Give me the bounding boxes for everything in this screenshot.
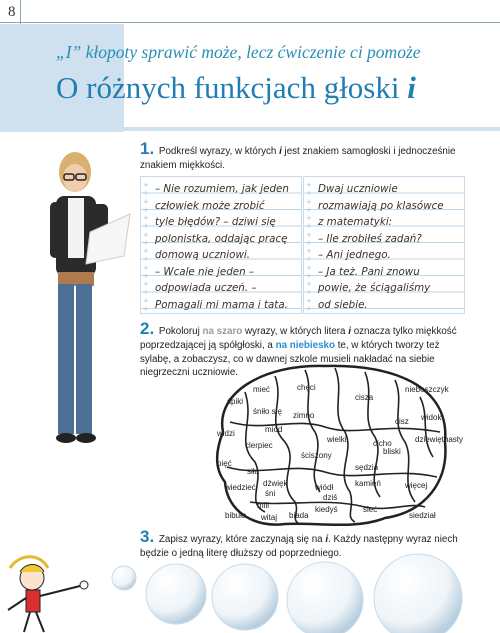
brain-word: clerpiec	[245, 441, 273, 450]
notebook-line: rozmawiają po klasówce	[318, 199, 444, 212]
brain-word: miód	[265, 425, 283, 434]
exercise-2-text: wyrazy, w których litera	[242, 326, 349, 337]
bubble[interactable]	[212, 564, 278, 630]
brain-word: sędzia	[355, 463, 379, 472]
exercise-2-text: oznacza tylko miękkość poprzedzającej ją spółgłoski, a	[140, 326, 457, 351]
exercise-3-text: . Każdy następny wyraz niech będzie o jedną literę dłuższy od poprzedniego.	[140, 534, 458, 559]
brain-word: śni	[265, 489, 276, 498]
notebook-line: od siebie.	[318, 298, 368, 311]
title-letter: i	[407, 70, 416, 105]
exercise-3-letter: i	[325, 534, 329, 545]
girl-illustration	[0, 548, 100, 633]
notebook-right	[303, 176, 465, 314]
notebook-line: domową uczniowi.	[155, 249, 251, 261]
brain-word: kamień	[355, 479, 381, 488]
notebook-line: Pomagali mi mama i tata.	[155, 298, 288, 311]
blue-color-word: na niebiesko	[275, 339, 335, 351]
notebook-line: – Wcale nie jeden –	[155, 265, 255, 278]
gray-color-word: na szaro	[202, 326, 243, 337]
exercise-1-letter: i	[279, 146, 282, 157]
notebook-line: – Ani jednego.	[318, 249, 391, 261]
brain-word: śniło się	[253, 407, 282, 416]
brain-word: wiódł	[315, 483, 334, 492]
brain-word: widzi	[217, 429, 235, 438]
brain-word: kiedyś	[315, 505, 338, 514]
chapter-subtitle: „I” kłopoty sprawić może, lecz ćwiczenie ci pomoże	[56, 42, 421, 62]
bubble[interactable]	[146, 564, 206, 624]
notebook-line: – Nie rozumiem, jak jeden	[155, 183, 289, 195]
notebook-line: z matematyki:	[318, 216, 393, 228]
brain-word: siła	[247, 467, 260, 476]
answer-bubbles[interactable]	[100, 542, 500, 633]
exercise-3-number: 3.	[140, 527, 155, 546]
brain-word: mieć	[253, 385, 270, 394]
brain-word: cicho	[373, 439, 392, 448]
header-rule	[0, 22, 500, 23]
notebook-left	[140, 176, 302, 314]
exercise-1-instruction	[140, 139, 466, 173]
bubble[interactable]	[287, 562, 363, 633]
exercise-2-letter: i	[348, 326, 351, 337]
exercise-2-text: Pokoloruj	[158, 326, 203, 337]
notebook-line: tyle błędów? – dziwi się	[155, 216, 276, 228]
notebook-line: powie, że ściągaliśmy	[318, 282, 431, 294]
chapter-title	[56, 70, 416, 106]
brain-word: cisz	[395, 417, 409, 426]
notebook-margin-marks: + + + + + + + + + + + + + + + +	[143, 181, 149, 313]
brain-word: śpiki	[227, 397, 244, 406]
exercise-2-text: te, w których tworzy też sylabę, a zobaczysz, co w dawnej szkole musieli nakładać na siebie niegrzeczni uczniowie.	[140, 339, 440, 379]
brain-word: witaj	[261, 513, 278, 522]
brain-word: zimno	[293, 411, 315, 420]
notebook-line: – Ile zrobiłeś zadań?	[318, 232, 422, 245]
brain-word: cisza	[355, 393, 374, 402]
brain-word: ściszony	[301, 451, 332, 460]
title-text: O różnych funkcjach głoski	[56, 70, 408, 105]
brain-word: siedział	[409, 511, 436, 520]
brain-word: dźwięk	[263, 479, 288, 488]
brain-word: mili	[257, 501, 269, 510]
notebook-line: – Ja też. Pani znowu	[318, 265, 420, 278]
coloring-puzzle[interactable]	[205, 362, 464, 532]
bubble[interactable]	[112, 566, 136, 590]
notebook-line: człowiek może zrobić	[155, 199, 265, 212]
exercise-1-number: 1.	[140, 139, 155, 158]
brain-word: widok	[421, 413, 442, 422]
notebook-left-text	[141, 177, 301, 313]
exercise-2-number: 2.	[140, 319, 155, 338]
page-number: 8	[8, 4, 16, 20]
header-bar	[124, 127, 500, 131]
bubble[interactable]	[374, 554, 462, 633]
notebook-right-text	[304, 177, 464, 313]
woman-reading-illustration	[20, 132, 130, 452]
brain-word: biada	[289, 511, 309, 520]
brain-word: bibuła	[225, 511, 247, 520]
brain-word: nieboszczyk	[405, 385, 449, 394]
notebook-line: Dwaj uczniowie	[318, 183, 398, 195]
exercise-3-text: Zapisz wyrazy, które zaczynają się na	[158, 534, 326, 545]
notebook-line: odpowiada uczeń. –	[155, 282, 257, 294]
brain-word: dziś	[323, 493, 338, 502]
notebook-margin-marks: + + + + + + + + + + + + + + + +	[306, 181, 312, 313]
brain-word: wiedzieć	[225, 483, 256, 492]
brain-word: wielki	[327, 435, 347, 444]
brain-word: dziewiętnasty	[415, 435, 464, 444]
brain-word: pięć	[217, 459, 232, 468]
exercise-1-text-end: jest znakiem samogłoski i jednocześnie znakiem miękkości.	[140, 146, 456, 171]
brain-word: chęci	[297, 383, 316, 392]
brain-word: sieć	[363, 505, 378, 514]
brain-word: więcej	[405, 481, 428, 490]
notebook-line: polonistka, oddając pracę	[155, 232, 288, 245]
exercise-1-text: Podkreśl wyrazy, w których	[158, 146, 280, 157]
brain-word: bliski	[383, 447, 401, 456]
